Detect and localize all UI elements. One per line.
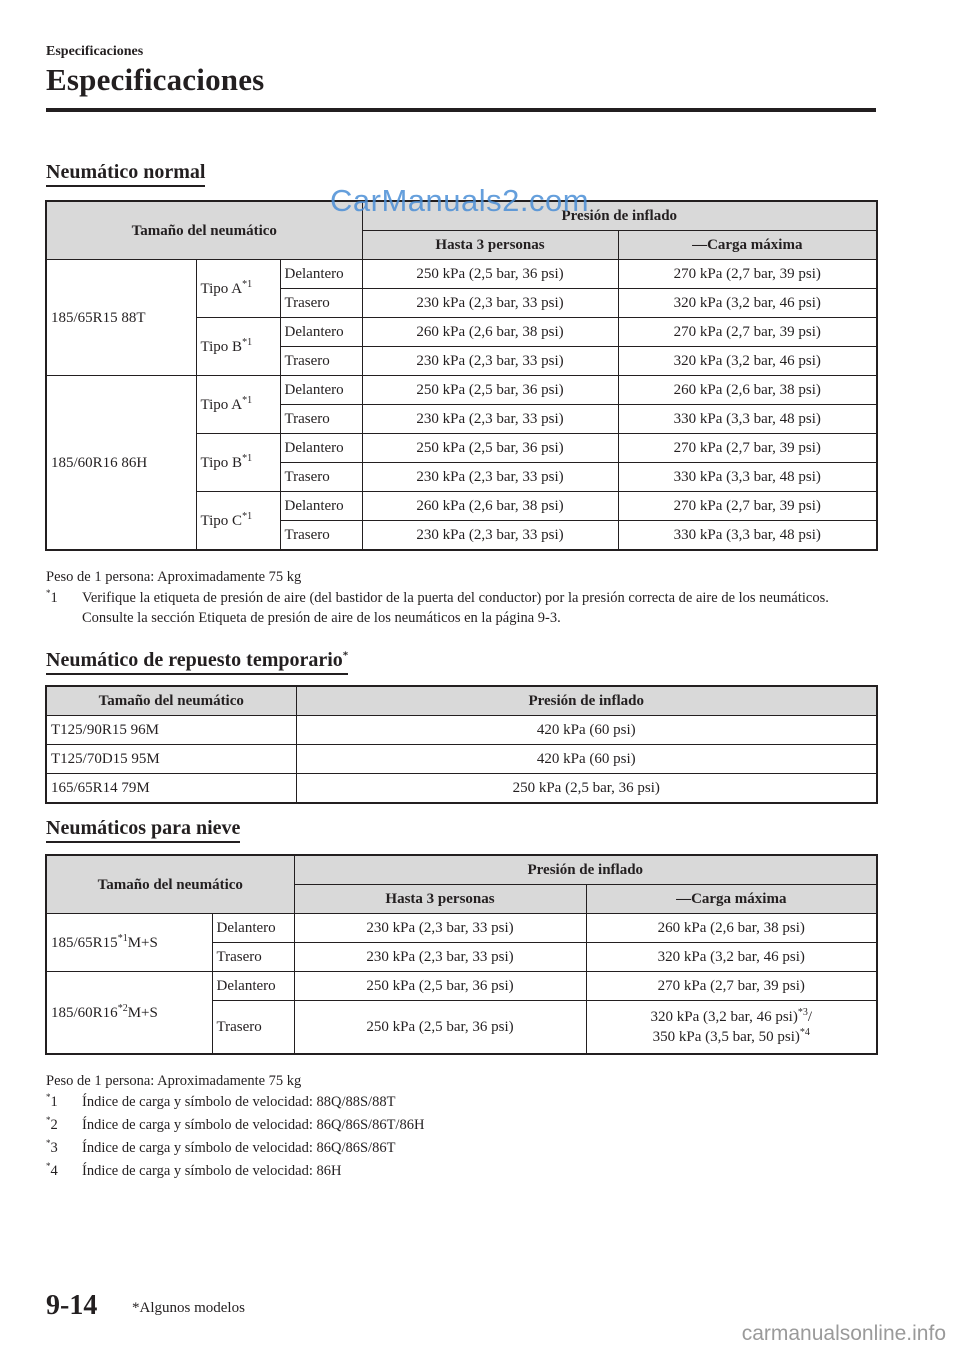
- position: Delantero: [280, 260, 362, 289]
- pressure-max-load: 270 kPa (2,7 bar, 39 psi): [618, 492, 877, 521]
- pressure-up-to-3: 230 kPa (2,3 bar, 33 psi): [362, 405, 618, 434]
- footnote: *3 Índice de carga y símbolo de velocidad: 86Q/86S/86T: [46, 1138, 396, 1156]
- table-header-row: [46, 686, 877, 716]
- pressure-up-to-3: 230 kPa (2,3 bar, 33 psi): [362, 347, 618, 376]
- pressure-up-to-3: 260 kPa (2,6 bar, 38 psi): [362, 318, 618, 347]
- position: Trasero: [212, 943, 294, 972]
- tire-type: Tipo $C^{*1}$: [196, 492, 280, 551]
- tire-size: $185/65R15^{*1}M+S$: [46, 914, 212, 972]
- pressure-max-load: 320 kPa (3,2 bar, 46 psi): [618, 289, 877, 318]
- pressure-up-to-3: 230 kPa (2,3 bar, 33 psi): [362, 289, 618, 318]
- tire-type: Tipo $B^{*1}$: [196, 318, 280, 376]
- position: Delantero: [280, 492, 362, 521]
- weight-note: Peso de 1 persona: Aproximadamente 75 kg: [46, 569, 302, 585]
- tire-type: Tipo $A^{*1}$: [196, 260, 280, 318]
- header-pressure: Presión de inflado: [296, 686, 877, 716]
- position: Trasero: [280, 405, 362, 434]
- site-logo: carmanualsonline.info: [741, 1322, 946, 1345]
- pressure-max-load: 270 kPa (2,7 bar, 39 psi): [618, 318, 877, 347]
- section-title-spare-tire: Neumático de repuesto temporario*: [46, 648, 348, 675]
- pressure-up-to-3: 260 kPa (2,6 bar, 38 psi): [362, 492, 618, 521]
- section-title-snow-tire: Neumáticos para nieve: [46, 816, 240, 843]
- position: Trasero: [280, 289, 362, 318]
- tire-size: T125/70D15 95M: [46, 745, 296, 774]
- spare-tire-table: [45, 685, 878, 804]
- pressure-max-load: 330 kPa (3,3 bar, 48 psi): [618, 405, 877, 434]
- tire-size: T125/90R15 96M: [46, 716, 296, 745]
- pressure-up-to-3: 230 kPa (2,3 bar, 33 psi): [294, 914, 586, 943]
- pressure-up-to-3: 230 kPa (2,3 bar, 33 psi): [294, 943, 586, 972]
- header-max-load: —Carga máxima: [618, 231, 877, 260]
- footnote: *2 Índice de carga y símbolo de velocidad: 86Q/86S/86T/86H: [46, 1115, 425, 1133]
- inflation-pressure: 420 kPa (60 psi): [296, 745, 877, 774]
- footer-note: *Algunos modelos: [132, 1300, 245, 1316]
- header-pressure: Presión de inflado: [294, 855, 877, 885]
- position: Trasero: [280, 521, 362, 551]
- weight-note: Peso de 1 persona: Aproximadamente 75 kg: [46, 1073, 302, 1089]
- table-row: [46, 745, 877, 774]
- pressure-max-load: 320 kPa (3,2 bar, 46 psi): [618, 347, 877, 376]
- table-header-row: [46, 855, 877, 885]
- tire-size: $185/60R16^{*2}M+S$: [46, 972, 212, 1055]
- header-up-to-3: Hasta 3 personas: [294, 885, 586, 914]
- pressure-max-load: 260 kPa (2,6 bar, 38 psi): [618, 376, 877, 405]
- header-size: Tamaño del neumático: [46, 201, 362, 260]
- position: Delantero: [280, 376, 362, 405]
- inflation-pressure: 420 kPa (60 psi): [296, 716, 877, 745]
- page-title: Especificaciones: [46, 62, 265, 97]
- pressure-up-to-3: 250 kPa (2,5 bar, 36 psi): [294, 1001, 586, 1055]
- running-header: Especificaciones: [46, 44, 144, 59]
- table-row: [46, 716, 877, 745]
- pressure-up-to-3: 250 kPa (2,5 bar, 36 psi): [362, 434, 618, 463]
- pressure-up-to-3: 250 kPa (2,5 bar, 36 psi): [362, 376, 618, 405]
- position: Trasero: [212, 1001, 294, 1055]
- position: Delantero: [280, 434, 362, 463]
- footnote: *1 Índice de carga y símbolo de velocidad: 88Q/88S/88T: [46, 1092, 396, 1110]
- tire-size: 185/60R16 86H: [46, 376, 196, 551]
- table-row: [46, 914, 877, 943]
- table-row: [46, 376, 877, 405]
- position: Delantero: [280, 318, 362, 347]
- table-row: [46, 260, 877, 289]
- position: Delantero: [212, 914, 294, 943]
- tire-size: 165/65R14 79M: [46, 774, 296, 804]
- normal-tire-table: [45, 200, 878, 551]
- position: Delantero: [212, 972, 294, 1001]
- position: Trasero: [280, 347, 362, 376]
- footnote: *1 Verifique la etiqueta de presión de aire (del bastidor de la puerta del conductor) por la presión correcta de aire de los neumáticos. Consulte la sección Etiqueta de presión de aire de los neumáticos en la página 9-3.: [46, 588, 829, 626]
- header-max-load: —Carga máxima: [586, 885, 877, 914]
- pressure-max-load: 270 kPa (2,7 bar, 39 psi): [586, 972, 877, 1001]
- table-row: [46, 774, 877, 804]
- tire-type: Tipo $A^{*1}$: [196, 376, 280, 434]
- pressure-max-load: 270 kPa (2,7 bar, 39 psi): [618, 260, 877, 289]
- position: Trasero: [280, 463, 362, 492]
- pressure-up-to-3: 250 kPa (2,5 bar, 36 psi): [294, 972, 586, 1001]
- pressure-max-load: 330 kPa (3,3 bar, 48 psi): [618, 521, 877, 551]
- pressure-up-to-3: 250 kPa (2,5 bar, 36 psi): [362, 260, 618, 289]
- page-number: 9-14: [46, 1290, 98, 1321]
- snow-tire-table: [45, 854, 878, 1055]
- inflation-pressure: 250 kPa (2,5 bar, 36 psi): [296, 774, 877, 804]
- pressure-max-load: 270 kPa (2,7 bar, 39 psi): [618, 434, 877, 463]
- table-row: [46, 972, 877, 1001]
- tire-type: Tipo $B^{*1}$: [196, 434, 280, 492]
- pressure-max-load: 320 kPa (3,2 bar, 46 psi)$^{*3}$/ 350 kPa (3,5 bar, 50 psi)$^{*4}$: [586, 1001, 877, 1055]
- header-size: Tamaño del neumático: [46, 855, 294, 914]
- tire-size: 185/65R15 88T: [46, 260, 196, 376]
- footnote: *4 Índice de carga y símbolo de velocidad: 86H: [46, 1161, 342, 1179]
- header-pressure: Presión de inflado: [362, 201, 877, 231]
- section-title-normal-tire: Neumático normal: [46, 160, 205, 187]
- pressure-max-load: 260 kPa (2,6 bar, 38 psi): [586, 914, 877, 943]
- header-up-to-3: Hasta 3 personas: [362, 231, 618, 260]
- pressure-up-to-3: 230 kPa (2,3 bar, 33 psi): [362, 521, 618, 551]
- pressure-up-to-3: 230 kPa (2,3 bar, 33 psi): [362, 463, 618, 492]
- pressure-max-load: 320 kPa (3,2 bar, 46 psi): [586, 943, 877, 972]
- pressure-max-load: 330 kPa (3,3 bar, 48 psi): [618, 463, 877, 492]
- header-rule: [46, 108, 876, 112]
- header-size: Tamaño del neumático: [46, 686, 296, 716]
- watermark: CarManuals2.com: [330, 183, 590, 218]
